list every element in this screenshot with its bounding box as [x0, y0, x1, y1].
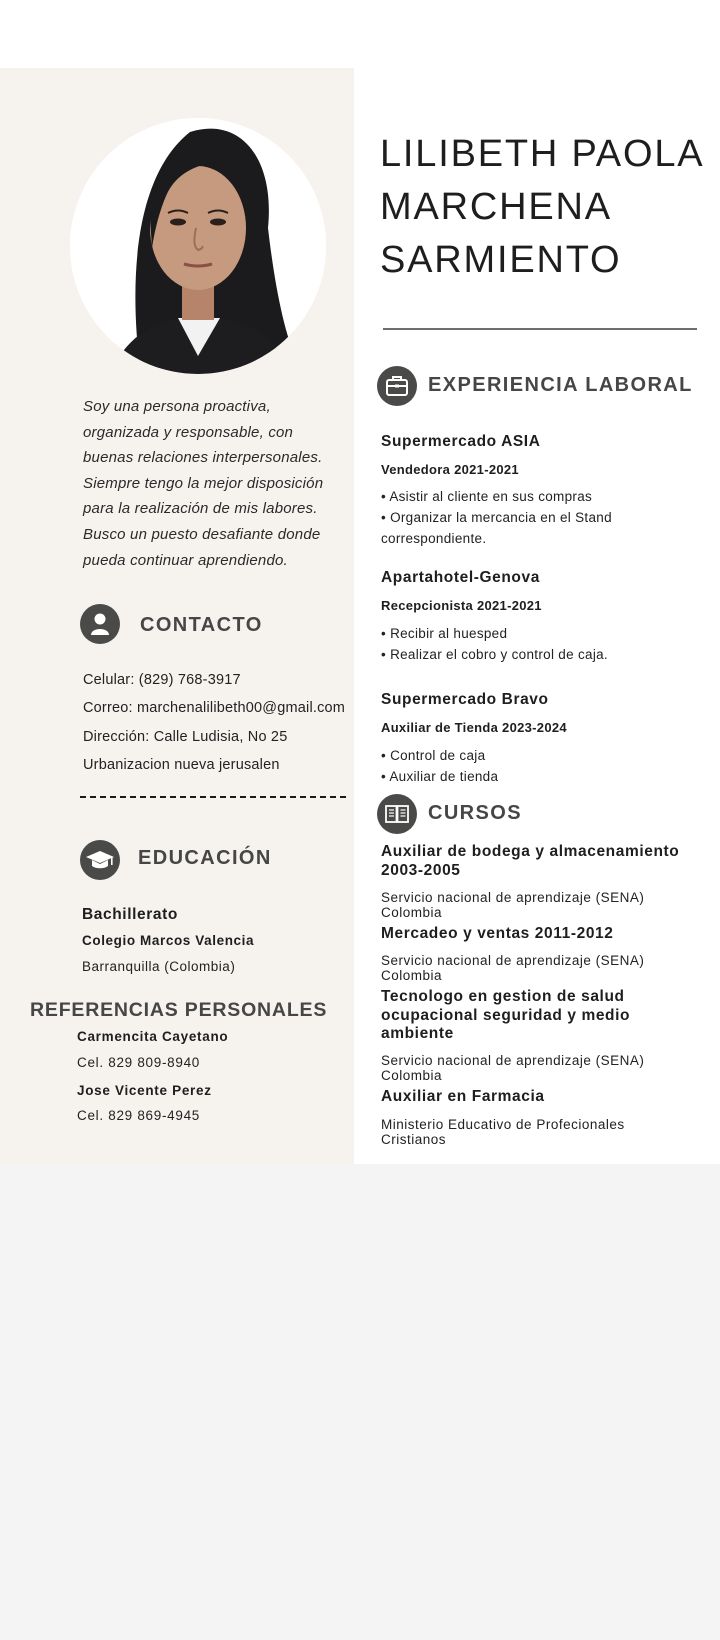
education-school: Colegio Marcos Valencia	[82, 933, 255, 948]
contact-neighborhood: Urbanizacion nueva jerusalen	[83, 757, 280, 773]
contact-email[interactable]: Correo: marchenalilibeth00@gmail.com	[83, 700, 346, 716]
full-name	[380, 128, 704, 287]
job-duties	[381, 745, 681, 787]
duty-item: • Auxiliar de tienda	[381, 769, 499, 784]
course-institution: Servicio nacional de aprendizaje (SENA) Colombia	[381, 890, 645, 920]
course-title: Auxiliar de bodega y almacenamiento 2003-2005	[381, 843, 680, 879]
reference-phone: Cel. 829 809-8940	[77, 1055, 200, 1070]
courses-title: CURSOS	[428, 802, 522, 824]
top-band	[0, 0, 720, 68]
reference-phone: Cel. 829 869-4945	[77, 1108, 200, 1123]
course-title: Tecnologo en gestion de salud ocupacional seguridad y medio ambiente	[381, 988, 631, 1042]
job-duties	[381, 486, 681, 549]
job-role: Recepcionista 2021-2021	[381, 598, 542, 613]
graduation-cap-icon	[80, 840, 120, 880]
job-duties	[381, 623, 681, 665]
book-icon	[377, 794, 417, 834]
job-company: Apartahotel-Genova	[381, 569, 540, 586]
education-city: Barranquilla (Colombia)	[82, 959, 236, 974]
name-line: MARCHENA	[380, 186, 612, 228]
education-degree: Bachillerato	[82, 906, 178, 923]
duty-item: • Organizar la mercancia en el Stand correspondiente.	[381, 510, 612, 546]
reference-name: Jose Vicente Perez	[77, 1083, 212, 1098]
job-role: Vendedora 2021-2021	[381, 462, 519, 477]
profile-summary: Soy una persona proactiva, organizada y responsable, con buenas relaciones interpersonales. Siempre tengo la mejor disposición para la realización de mis labores. Busco un puesto desafiante donde pueda continuar aprendiendo.	[83, 398, 324, 569]
portrait-image	[70, 118, 326, 374]
name-line: LILIBETH PAOLA	[380, 133, 705, 175]
experience-title: EXPERIENCIA LABORAL	[428, 374, 693, 396]
education-title: EDUCACIÓN	[138, 847, 272, 869]
profile-photo	[70, 118, 326, 374]
references-title: REFERENCIAS PERSONALES	[30, 999, 328, 1021]
duty-item: • Control de caja	[381, 748, 486, 763]
job-company: Supermercado ASIA	[381, 433, 541, 450]
person-icon	[80, 604, 120, 644]
contact-phone: Celular: (829) 768-3917	[83, 672, 241, 688]
duty-item: • Realizar el cobro y control de caja.	[381, 647, 608, 662]
name-line: SARMIENTO	[380, 239, 622, 281]
contact-title: CONTACTO	[140, 614, 263, 636]
course-institution: Servicio nacional de aprendizaje (SENA) Colombia	[381, 1053, 645, 1083]
briefcase-icon	[377, 366, 417, 406]
course-title: Mercadeo y ventas 2011-2012	[381, 925, 614, 942]
duty-item: • Recibir al huesped	[381, 626, 508, 641]
contact-address: Dirección: Calle Ludisia, No 25	[83, 729, 288, 745]
header-rule	[383, 328, 697, 330]
job-company: Supermercado Bravo	[381, 691, 549, 708]
course-institution: Ministerio Educativo de Profecionales Cristianos	[381, 1117, 625, 1147]
job-role: Auxiliar de Tienda 2023-2024	[381, 720, 567, 735]
course-title: Auxiliar en Farmacia	[381, 1088, 545, 1105]
reference-name: Carmencita Cayetano	[77, 1029, 229, 1044]
dashed-divider	[80, 796, 346, 798]
duty-item: • Asistir al cliente en sus compras	[381, 489, 593, 504]
course-institution: Servicio nacional de aprendizaje (SENA) Colombia	[381, 953, 645, 983]
